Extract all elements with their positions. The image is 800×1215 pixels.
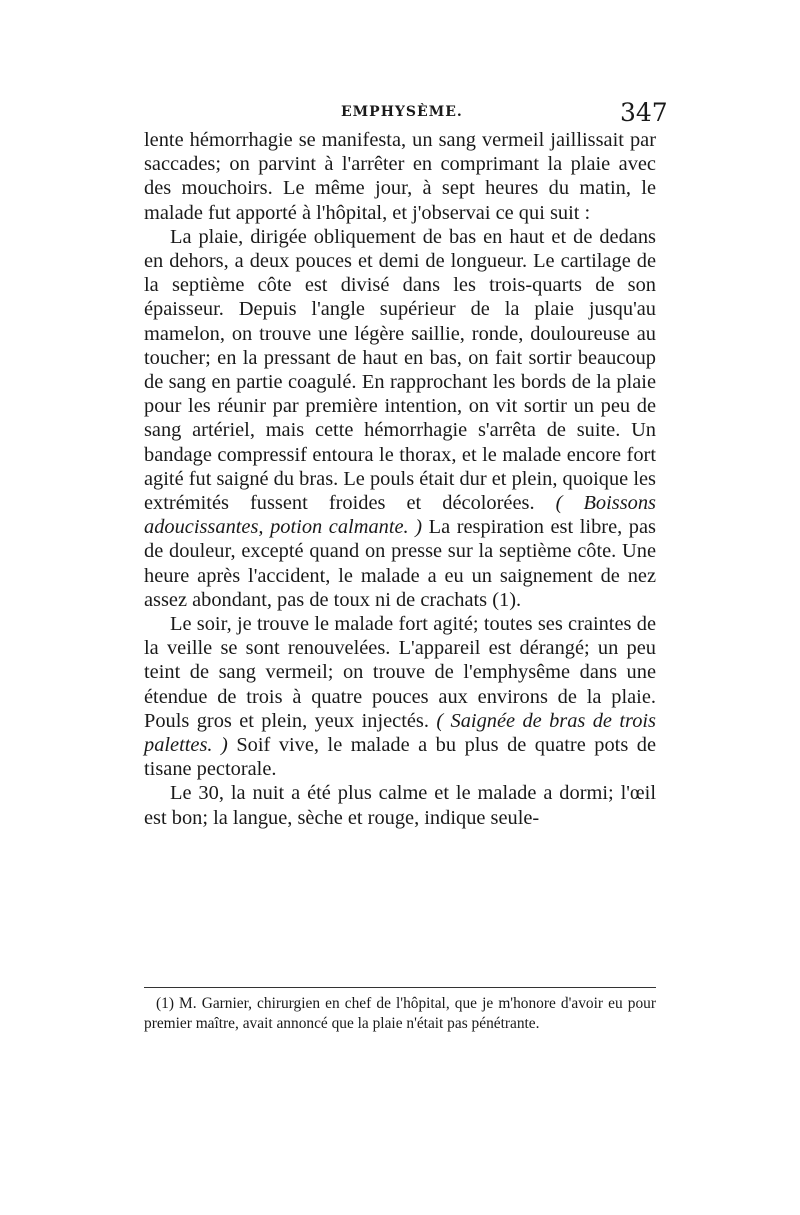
page-number: 347 xyxy=(620,98,668,127)
paragraph-text: La respiration est libre, pas de douleur, excepté quand on presse sur la septième côte. Une heure après l'accident, le malade a eu un saignement de nez assez abondant, pas de toux ni de crachats (1). xyxy=(144,516,656,611)
paragraph-text: Soif vive, le malade a bu plus de quatre pots de tisane pectorale. xyxy=(144,734,657,781)
running-title: EMPHYSÈME. xyxy=(341,104,463,120)
paragraph-continued: lente hémorrhagie se manifesta, un sang vermeil jaillissait par saccades; on parvint à l'arrêter en comprimant la plaie avec des mouchoirs. Le même jour, à sept heures du matin, le malade fut apporté à l'hôpital, et j'observai ce qui suit : xyxy=(144,129,656,224)
paragraph-day-30: Le 30, la nuit a été plus calme et le malade a dormi; l'œil est bon; la langue, sèche et rouge, indique seule- xyxy=(144,782,656,829)
footnote-text: (1) M. Garnier, chirurgien en chef de l'hôpital, que je m'honore d'avoir eu pour premier maître, avait annoncé que la plaie n'était pas pénétrante. xyxy=(144,995,656,1032)
treatment-note: ( Saignée de bras de trois palettes. ) xyxy=(144,709,656,757)
paragraph-text: La plaie, dirigée obliquement de bas en haut et de dedans en dehors, a deux pouces et demi de longueur. Le cartilage de la septième côte est divisé dans les trois-quarts de son épaisseur. Depuis l'angle supérieur de la plaie jusqu'au mamelon, on trouve une légère saillie, ronde, douloureuse au toucher; en la pressant de haut en bas, on fait sortir beaucoup de sang en partie coagulé. En rapprochant les bords de la plaie pour les réunir par première intention, on vit sortir un peu de sang artériel, mais cette hémorrhagie s'arrêta de suite. Un bandage compressif entoura le thorax, et le malade encore fort agité fut saigné du bras. Le pouls était dur et plein, quoique les extrémités fussent froides et décolorées. xyxy=(144,225,656,515)
paragraph-evening xyxy=(144,612,656,781)
treatment-note: ( Boissons adoucissantes, potion calmante. ) xyxy=(144,492,656,539)
paragraph-text: Le soir, je trouve le malade fort agité; toutes ses craintes de la veille se sont renouvelées. L'appareil est dérangé; un peu teint de sang vermeil; on trouve de l'emphysême dans une étendue de trois à quatre pouces aux environs de la plaie. Pouls gros et plein, yeux injectés. xyxy=(144,613,656,732)
main-text xyxy=(144,128,656,830)
footnote-divider xyxy=(144,987,656,988)
paragraph-wound-description xyxy=(144,225,656,612)
footnote xyxy=(144,994,656,1034)
